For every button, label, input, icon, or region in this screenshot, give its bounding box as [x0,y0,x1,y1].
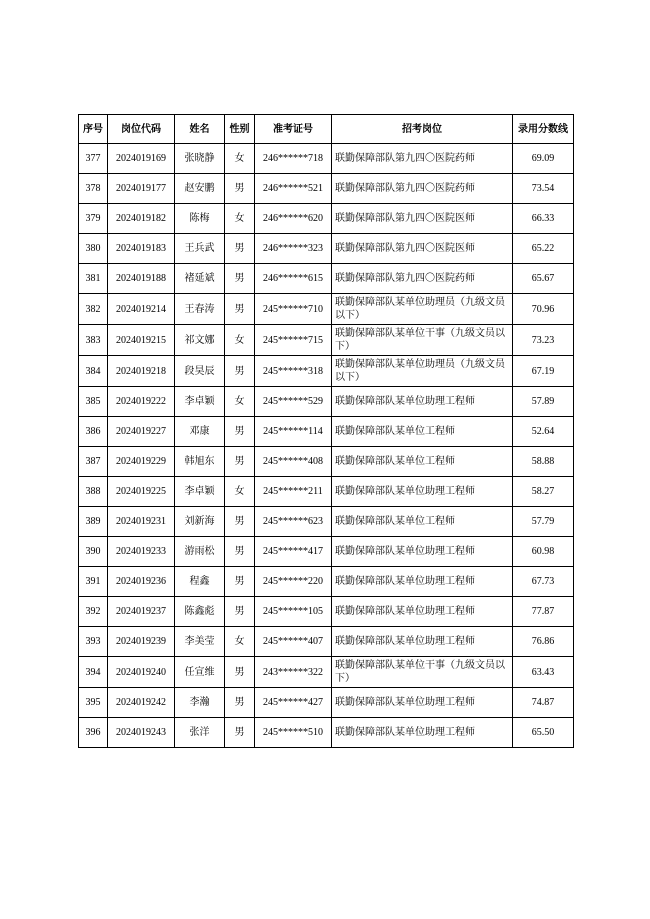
header-ticket-number: 准考证号 [255,115,332,144]
cell-score: 63.43 [513,657,574,688]
cell-ticket: 245******407 [255,627,332,657]
cell-ticket: 246******718 [255,144,332,174]
table-row [79,718,574,748]
cell-score: 74.87 [513,688,574,718]
table-row [79,447,574,477]
table-row [79,417,574,447]
cell-position: 联勤保障部队某单位助理员（九级文员以下） [332,356,513,387]
cell-score: 65.67 [513,264,574,294]
cell-code: 2024019183 [108,234,175,264]
header-serial-number: 序号 [79,115,108,144]
cell-no: 387 [79,447,108,477]
cell-gender: 男 [225,567,255,597]
cell-ticket: 245******114 [255,417,332,447]
cell-no: 383 [79,325,108,356]
cell-no: 386 [79,417,108,447]
cell-code: 2024019177 [108,174,175,204]
cell-score: 76.86 [513,627,574,657]
cell-gender: 女 [225,387,255,417]
table-row [79,294,574,325]
cell-ticket: 245******510 [255,718,332,748]
cell-no: 378 [79,174,108,204]
cell-name: 邓康 [175,417,225,447]
cell-code: 2024019236 [108,567,175,597]
cell-no: 394 [79,657,108,688]
cell-code: 2024019231 [108,507,175,537]
cell-ticket: 245******623 [255,507,332,537]
table-row [79,477,574,507]
table-row [79,204,574,234]
cell-no: 393 [79,627,108,657]
cell-score: 60.98 [513,537,574,567]
cell-position: 联勤保障部队第九四〇医院医师 [332,234,513,264]
cell-no: 396 [79,718,108,748]
cell-gender: 男 [225,688,255,718]
cell-position: 联勤保障部队某单位工程师 [332,507,513,537]
table-row [79,627,574,657]
cell-name: 程鑫 [175,567,225,597]
cell-gender: 女 [225,325,255,356]
cell-name: 韩旭东 [175,447,225,477]
cell-position: 联勤保障部队某单位助理工程师 [332,477,513,507]
table-header-row [79,115,574,144]
cell-code: 2024019218 [108,356,175,387]
cell-position: 联勤保障部队第九四〇医院药师 [332,264,513,294]
cell-gender: 男 [225,264,255,294]
table-row [79,325,574,356]
header-position-code: 岗位代码 [108,115,175,144]
cell-name: 任宣维 [175,657,225,688]
cell-gender: 男 [225,507,255,537]
cell-ticket: 245******715 [255,325,332,356]
cell-position: 联勤保障部队第九四〇医院医师 [332,204,513,234]
cell-gender: 男 [225,718,255,748]
cell-ticket: 243******322 [255,657,332,688]
cell-score: 58.27 [513,477,574,507]
cell-no: 392 [79,597,108,627]
table-row [79,264,574,294]
cell-code: 2024019169 [108,144,175,174]
cell-no: 389 [79,507,108,537]
cell-code: 2024019222 [108,387,175,417]
cell-code: 2024019227 [108,417,175,447]
cell-gender: 女 [225,477,255,507]
cell-position: 联勤保障部队某单位助理工程师 [332,688,513,718]
header-name: 姓名 [175,115,225,144]
cell-ticket: 245******105 [255,597,332,627]
cell-name: 李卓颖 [175,387,225,417]
cell-ticket: 245******529 [255,387,332,417]
cell-ticket: 245******427 [255,688,332,718]
table-row [79,234,574,264]
table-row [79,356,574,387]
cell-gender: 女 [225,627,255,657]
header-gender: 性别 [225,115,255,144]
cell-name: 刘新海 [175,507,225,537]
cell-score: 77.87 [513,597,574,627]
cell-no: 382 [79,294,108,325]
cell-code: 2024019242 [108,688,175,718]
cell-name: 段昊辰 [175,356,225,387]
cell-gender: 男 [225,657,255,688]
cell-position: 联勤保障部队第九四〇医院药师 [332,144,513,174]
cell-code: 2024019214 [108,294,175,325]
cell-position: 联勤保障部队某单位工程师 [332,417,513,447]
cell-ticket: 246******521 [255,174,332,204]
cell-gender: 女 [225,204,255,234]
cell-score: 73.23 [513,325,574,356]
cell-ticket: 245******408 [255,447,332,477]
cell-ticket: 246******323 [255,234,332,264]
cell-name: 赵安鹏 [175,174,225,204]
cell-no: 385 [79,387,108,417]
cell-no: 379 [79,204,108,234]
cell-no: 390 [79,537,108,567]
cell-ticket: 245******211 [255,477,332,507]
cell-score: 57.79 [513,507,574,537]
cell-ticket: 245******710 [255,294,332,325]
cell-no: 395 [79,688,108,718]
cell-no: 391 [79,567,108,597]
cell-score: 65.22 [513,234,574,264]
cell-ticket: 246******620 [255,204,332,234]
cell-score: 69.09 [513,144,574,174]
cell-ticket: 246******615 [255,264,332,294]
cell-ticket: 245******417 [255,537,332,567]
table-row [79,174,574,204]
cell-name: 李卓颖 [175,477,225,507]
cell-score: 66.33 [513,204,574,234]
cell-ticket: 245******318 [255,356,332,387]
table-row [79,657,574,688]
cell-ticket: 245******220 [255,567,332,597]
cell-score: 67.73 [513,567,574,597]
cell-no: 381 [79,264,108,294]
cell-position: 联勤保障部队某单位助理工程师 [332,718,513,748]
cell-position: 联勤保障部队第九四〇医院药师 [332,174,513,204]
score-table [78,114,574,748]
cell-position: 联勤保障部队某单位助理员（九级文员以下） [332,294,513,325]
cell-position: 联勤保障部队某单位工程师 [332,447,513,477]
table-row [79,688,574,718]
cell-score: 52.64 [513,417,574,447]
cell-name: 祁文娜 [175,325,225,356]
cell-name: 陈梅 [175,204,225,234]
header-recruit-position: 招考岗位 [332,115,513,144]
cell-name: 李美莹 [175,627,225,657]
cell-position: 联勤保障部队某单位干事（九级文员以下） [332,325,513,356]
cell-code: 2024019229 [108,447,175,477]
cell-name: 王春涛 [175,294,225,325]
cell-gender: 男 [225,356,255,387]
cell-gender: 男 [225,294,255,325]
cell-name: 陈鑫彪 [175,597,225,627]
cell-name: 游雨松 [175,537,225,567]
cell-name: 张晓静 [175,144,225,174]
cell-no: 377 [79,144,108,174]
cell-code: 2024019188 [108,264,175,294]
cell-position: 联勤保障部队某单位干事（九级文员以下） [332,657,513,688]
cell-position: 联勤保障部队某单位助理工程师 [332,567,513,597]
cell-name: 张洋 [175,718,225,748]
cell-code: 2024019233 [108,537,175,567]
cell-score: 57.89 [513,387,574,417]
cell-code: 2024019243 [108,718,175,748]
table-row [79,567,574,597]
cell-name: 褚延斌 [175,264,225,294]
cell-code: 2024019182 [108,204,175,234]
table-row [79,507,574,537]
cell-gender: 男 [225,174,255,204]
cell-code: 2024019237 [108,597,175,627]
cell-gender: 男 [225,234,255,264]
table-row [79,144,574,174]
cell-score: 70.96 [513,294,574,325]
table-row [79,597,574,627]
cell-code: 2024019240 [108,657,175,688]
cell-gender: 女 [225,144,255,174]
cell-code: 2024019239 [108,627,175,657]
cell-code: 2024019225 [108,477,175,507]
table-row [79,537,574,567]
cell-position: 联勤保障部队某单位助理工程师 [332,627,513,657]
table-row [79,387,574,417]
cell-name: 李瀚 [175,688,225,718]
cell-position: 联勤保障部队某单位助理工程师 [332,387,513,417]
cell-position: 联勤保障部队某单位助理工程师 [332,537,513,567]
cell-score: 58.88 [513,447,574,477]
cell-no: 380 [79,234,108,264]
cell-gender: 男 [225,537,255,567]
cell-name: 王兵武 [175,234,225,264]
cell-gender: 男 [225,417,255,447]
cell-code: 2024019215 [108,325,175,356]
header-admission-score: 录用分数线 [513,115,574,144]
cell-no: 384 [79,356,108,387]
cell-gender: 男 [225,597,255,627]
score-table-body [79,144,574,748]
cell-gender: 男 [225,447,255,477]
cell-position: 联勤保障部队某单位助理工程师 [332,597,513,627]
cell-score: 67.19 [513,356,574,387]
cell-no: 388 [79,477,108,507]
cell-score: 65.50 [513,718,574,748]
cell-score: 73.54 [513,174,574,204]
